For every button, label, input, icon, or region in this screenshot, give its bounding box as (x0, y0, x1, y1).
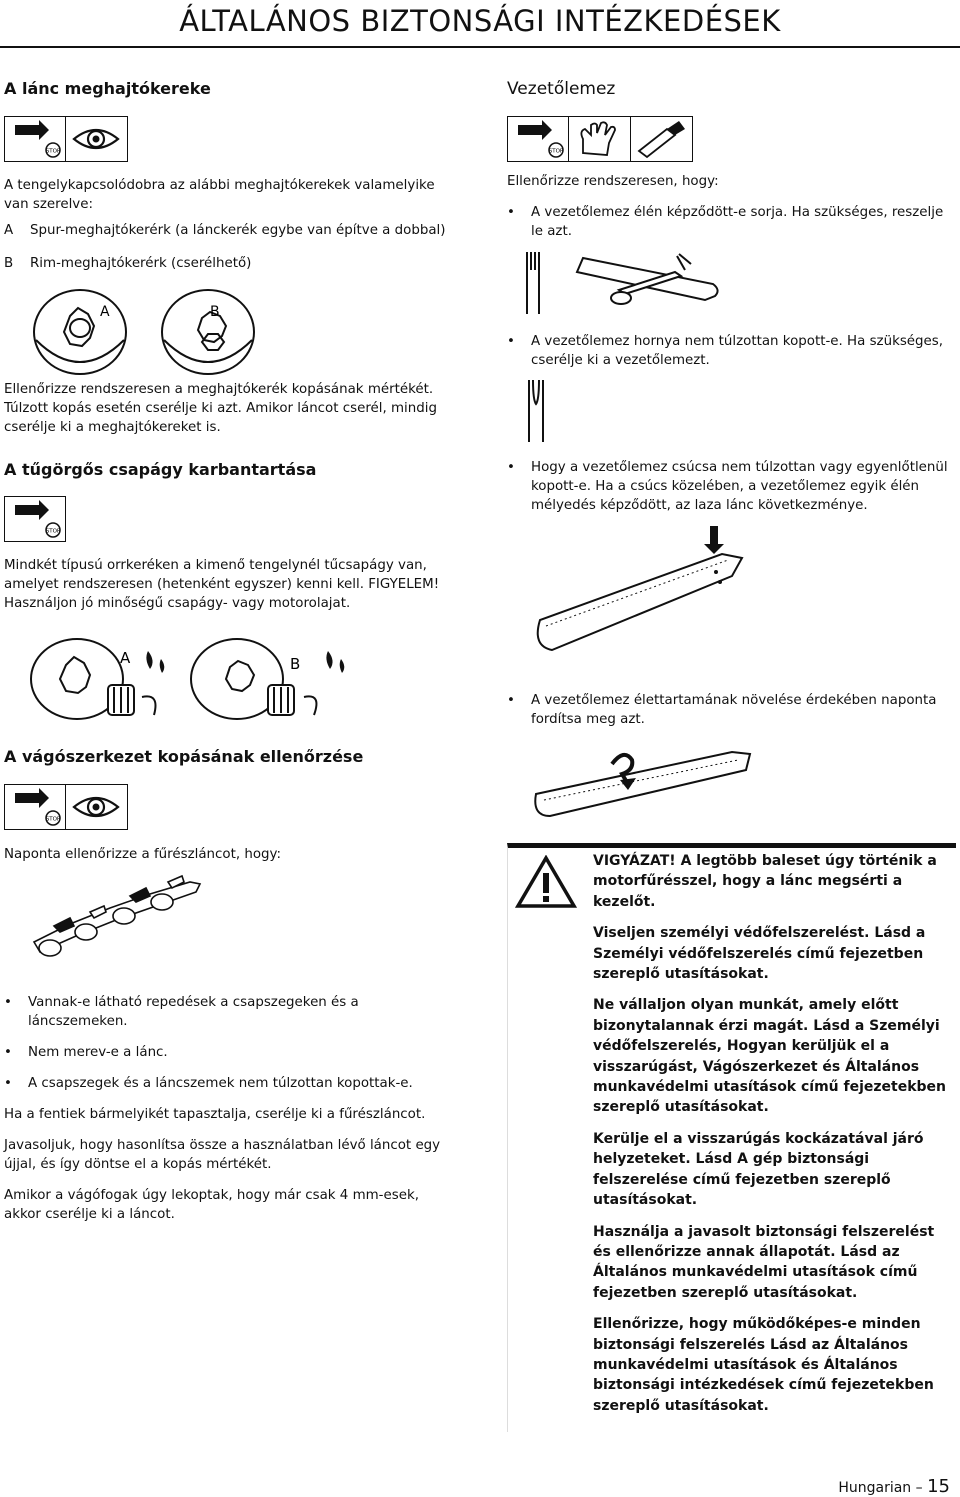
saw-chain-figure (30, 868, 210, 972)
stop-sign-text: STOP (45, 816, 61, 823)
bullet-text: Vannak-e látható repedések a csapszegeken és a láncszemeken. (28, 995, 359, 1029)
bullet-item (507, 332, 959, 370)
glove-icon (569, 116, 631, 162)
title-divider (0, 46, 960, 48)
warning-paragraph: Használja a javasolt biztonsági felszerelést és ellenőrizze annak állapotát. Lásd az Általános munkavédelmi utasítások című fejezetben szereplő utasításokat. (593, 1223, 935, 1301)
brush-icon (631, 116, 693, 162)
bullet-item (507, 203, 959, 241)
paragraph: Ha a fentiek bármelyikét tapasztalja, cserélje ki a fűrészláncot. (4, 1107, 426, 1122)
section-heading-drive-sprocket: A lánc meghajtókereke (4, 79, 211, 98)
oil-drop-icon (326, 651, 332, 669)
worn-groove-figure (525, 378, 555, 444)
guide-bar-text (507, 172, 959, 241)
eye-inspect-icon (66, 116, 128, 162)
warning-paragraph: Ellenőrizze, hogy működőképes-e minden biztonsági felszerelés Lásd az Általános munkavédelmi utasítások és Általános biztonsági intézkedések című fejezetekben szereplő utasításokat. (593, 1316, 934, 1414)
oil-drop-icon (160, 659, 165, 673)
chain-check-list (4, 993, 456, 1224)
worn-bar-figure (532, 524, 762, 658)
list-text: Rim-meghajtókerérk (cserélhető) (30, 256, 252, 271)
bullet-item (4, 993, 456, 1031)
arrow-stop-icon (4, 784, 66, 830)
paragraph: Amikor a vágófogak úgy lekoptak, hogy már csak 4 mm-esek, akkor cserélje ki a láncot. (4, 1188, 419, 1222)
paragraph: Ellenőrizze rendszeresen a meghajtókerék kopásának mértékét. Túlzott kopás esetén cserélje ki azt. Amikor láncot cserél, mindig cserélje ki a meghajtókereket is. (4, 382, 437, 435)
maintenance-icon-bar (507, 116, 693, 162)
bullet-item (4, 1043, 456, 1062)
maintenance-icon-bar (4, 784, 128, 830)
drive-sprocket-note (4, 380, 456, 437)
chain-check-intro (4, 845, 456, 864)
paragraph: Mindkét típusú orrkeréken a kimenő tengelynél tűcsapágy van, amelyet rendszeresen (hetenként egyszer) kenni kell. FIGYELEM! Használjon jó minőségű csapágy- vagy motorolajat. (4, 558, 440, 611)
warning-triangle-icon (515, 855, 577, 909)
page-footer (838, 1476, 950, 1497)
arrow-down-icon (704, 526, 724, 554)
footer-dash: – (915, 1480, 923, 1496)
needle-bearing-figure (22, 633, 362, 723)
figure-label-a: A (120, 649, 131, 667)
warning-text (593, 851, 953, 1427)
section-heading-needle-bearing: A tűgörgős csapágy karbantartása (4, 460, 317, 479)
figure-label-a: A (100, 304, 110, 320)
paragraph: Naponta ellenőrizze a fűrészláncot, hogy: (4, 847, 281, 862)
bullet-text: A vezetőlemez élén képződött-e sorja. Ha szükséges, reszelje le azt. (531, 205, 944, 239)
bullet-item (4, 1074, 456, 1093)
stop-sign-text: STOP (45, 148, 61, 155)
drive-sprocket-text (4, 176, 456, 273)
page-number: 15 (927, 1476, 950, 1497)
figure-label-b: B (210, 304, 220, 320)
bullet-text: Hogy a vezetőlemez csúcsa nem túlzottan vagy egyenlőtlenül kopott-e. Ha a csúcs közelében, a vezetőlemez egyik élén mélyedés képződött, az laza lánc következménye. (531, 460, 948, 513)
bar-file-figure (525, 250, 725, 318)
paragraph: Ellenőrizze rendszeresen, hogy: (507, 174, 719, 189)
paragraph: A tengelykapcsolódobra az alábbi meghajtókerekek valamelyike van szerelve: (4, 178, 435, 212)
oil-drop-icon (340, 659, 345, 673)
list-item (4, 221, 456, 240)
list-item (4, 254, 456, 273)
warning-paragraph: Viseljen személyi védőfelszerelést. Lásd a Személyi védőfelszerelés című fejezetben szereplő utasításokat. (593, 925, 926, 983)
section-heading-cutting-equipment: A vágószerkezet kopásának ellenőrzése (4, 747, 364, 766)
bullet-text: A vezetőlemez élettartamának növelése érdekében naponta fordítsa meg azt. (531, 693, 937, 727)
arrow-stop-icon (4, 496, 66, 542)
warning-paragraph: Ne vállaljon olyan munkát, amely előtt bizonytalannak érzi magát. Lásd a Személyi védőfelszerelés, Hogyan kerüljük el a visszarúgást, Vágószerkezet és Általános munkavédelmi utasítások című fejezetekben szereplő utasításokat. (593, 997, 947, 1116)
warning-paragraph: Kerülje el a visszarúgás kockázatával járó helyzeteket. Lásd A gép biztonsági felszerelése című fejezetben szereplő utasításokat. (593, 1130, 924, 1209)
arrow-stop-icon (4, 116, 66, 162)
warning-paragraph: VIGYÁZAT! A legtöbb baleset úgy történik a motorfűrésszel, hogy a lánc megsérti a kezelőt. (593, 853, 937, 910)
page-title: ÁLTALÁNOS BIZTONSÁGI INTÉZKEDÉSEK (179, 4, 781, 38)
needle-bearing-text (4, 556, 456, 613)
list-key: A (4, 223, 14, 238)
eye-inspect-icon (66, 784, 128, 830)
bullet-text: A csapszegek és a láncszemek nem túlzottan kopottak-e. (28, 1076, 413, 1091)
guide-bar-groove (507, 332, 959, 370)
paragraph: Javasoljuk, hogy hasonlítsa össze a használatban lévő láncot egy újjal, és így döntse el a kopás mértékét. (4, 1138, 441, 1172)
list-key: B (4, 256, 14, 271)
flip-bar-figure (532, 742, 756, 822)
stop-sign-text: STOP (45, 528, 61, 535)
oil-drop-icon (146, 651, 152, 669)
drive-sprocket-figure (28, 284, 268, 376)
guide-bar-tip (507, 458, 959, 515)
figure-label-b: B (290, 655, 301, 673)
stop-sign-text: STOP (548, 148, 564, 155)
guide-bar-flip (507, 691, 959, 729)
bullet-text: Nem merev-e a lánc. (28, 1045, 168, 1060)
bullet-item (507, 691, 959, 729)
footer-language: Hungarian (838, 1480, 912, 1496)
bullet-text: A vezetőlemez hornya nem túlzottan kopott-e. Ha szükséges, cserélje ki a vezetőlemezt. (531, 334, 944, 368)
maintenance-icon-bar (4, 116, 128, 162)
section-heading-guide-bar: Vezetőlemez (507, 79, 616, 99)
maintenance-icon-bar (4, 496, 66, 542)
arrow-stop-icon (507, 116, 569, 162)
list-text: Spur-meghajtókerérk (a lánckerék egybe van építve a dobbal) (30, 223, 446, 238)
bullet-item (507, 458, 959, 515)
